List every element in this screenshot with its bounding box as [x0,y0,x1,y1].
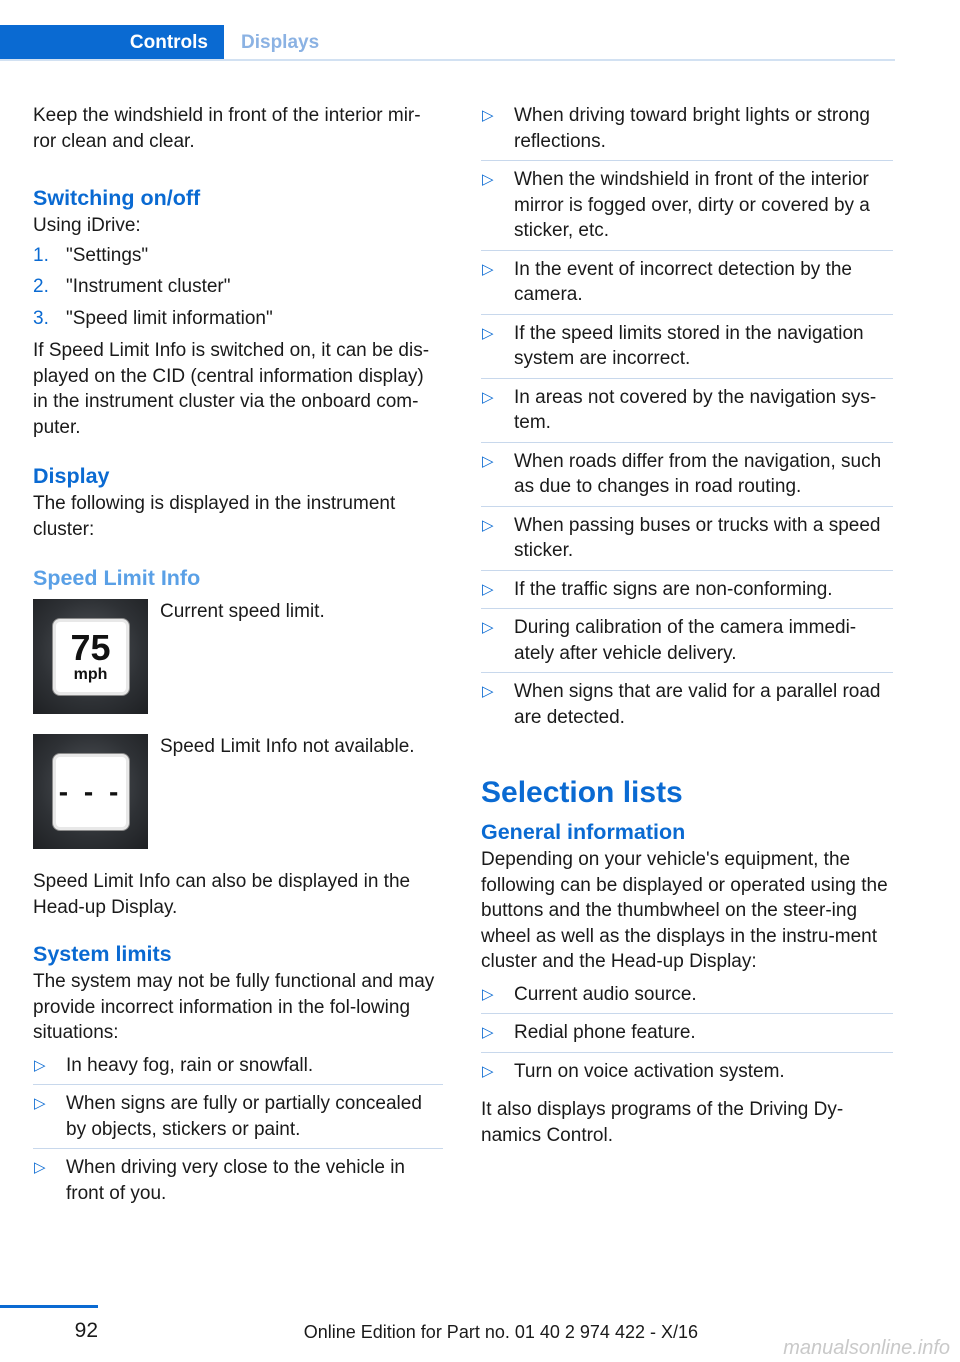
step-number: 2. [33,276,49,297]
triangle-right-icon: ▷ [482,1024,494,1041]
triangle-right-icon: ▷ [482,388,494,406]
general-information-heading: General information [481,820,686,844]
list-item-text: In areas not covered by the navigation sys-tem. [514,386,877,433]
speed-limit-sign-image [33,599,148,714]
list-item-text: When signs that are valid for a parallel road are detected. [514,681,881,728]
list-item-text: If the traffic signs are non-conforming. [514,578,833,600]
list-item [33,274,443,300]
triangle-right-icon: ▷ [482,260,494,278]
list-item-text: If the speed limits stored in the navigation system are incorrect. [514,322,864,369]
triangle-right-icon: ▷ [482,452,494,470]
list-item [481,1059,893,1091]
list-item-text: When signs are fully or partially concealed by objects, stickers or paint. [66,1093,422,1140]
list-item-text: When driving toward bright lights or strong reflections. [514,105,870,152]
selection-lists-heading: Selection lists [481,776,683,809]
list-item [33,306,443,332]
figure-not-available [33,734,443,849]
list-item [481,103,893,161]
triangle-right-icon: ▷ [482,324,494,342]
unavailable-sign-icon [56,757,126,827]
limits-list [33,1053,443,1213]
triangle-right-icon: ▷ [34,1159,46,1176]
list-item [481,385,893,443]
triangle-right-icon: ▷ [34,1095,46,1112]
figure-current-limit [33,599,443,714]
list-item [33,1053,443,1086]
step-text: "Instrument cluster" [66,276,231,297]
list-item [481,679,893,736]
hud-note: Speed Limit Info can also be displayed in the Head-up Display. [33,871,411,918]
list-item-text: During calibration of the camera immedi-ately after vehicle delivery. [514,617,857,664]
speed-limit-unavailable-image [33,734,148,849]
footer-rule [0,1305,98,1308]
limits-list-continued [481,103,893,736]
speed-sign-icon [56,622,126,692]
tab-displays[interactable]: Displays [241,32,320,54]
list-item-text: When passing buses or trucks with a speed sticker. [514,514,881,561]
triangle-right-icon: ▷ [482,1062,494,1080]
header-tabs [0,0,895,61]
system-limits-text: The system may not be fully functional and may provide incorrect information in the fol-lowing situations: [33,971,435,1043]
features-list [481,982,893,1091]
sign-value: 75 [70,626,111,668]
watermark: manualsonline.info [783,1337,950,1359]
step-number: 3. [33,307,49,329]
triangle-right-icon: ▷ [482,516,494,534]
list-item [33,1155,443,1212]
triangle-right-icon: ▷ [482,985,494,1003]
figure-caption: Speed Limit Info not available. [160,736,415,757]
right-column [481,103,893,1155]
speed-limit-info-heading: Speed Limit Info [33,566,201,590]
switching-note: If Speed Limit Info is switched on, it can be dis-played on the CID (central information display) in the instrument cluster via the onboard com-puter. [33,340,430,438]
sign-unit: mph [73,665,108,683]
list-item [33,243,443,269]
list-item [481,1020,893,1053]
edition-text: Online Edition for Part no. 01 40 2 974 422 - X/16 [303,1322,698,1342]
list-item [481,321,893,379]
triangle-right-icon: ▷ [482,107,494,124]
list-item [481,577,893,610]
list-item [481,449,893,507]
display-text: The following is displayed in the instrument cluster: [33,493,396,540]
list-item [481,257,893,315]
list-item-text: Turn on voice activation system. [514,1060,785,1082]
left-column [33,103,443,1219]
intro-paragraph: Keep the windshield in front of the interior mir-ror clean and clear. [33,105,421,152]
step-text: "Settings" [66,244,149,266]
list-item-text: When driving very close to the vehicle in front of you. [66,1157,405,1204]
page-number: 92 [74,1319,98,1342]
triangle-right-icon: ▷ [482,619,494,636]
step-number: 1. [33,244,49,266]
step-text: "Speed limit information" [66,307,273,329]
list-item [481,167,893,251]
list-item-text: When roads differ from the navigation, such as due to changes in road routing. [514,450,882,497]
triangle-right-icon: ▷ [482,580,494,598]
list-item-text: In heavy fog, rain or snowfall. [66,1054,314,1076]
triangle-right-icon: ▷ [482,171,494,188]
list-item [481,982,893,1015]
using-idrive-text: Using iDrive: [33,215,141,236]
list-item-text: When the windshield in front of the interior mirror is fogged over, dirty or covered by a sticker, etc. [514,169,870,241]
triangle-right-icon: ▷ [482,683,494,700]
general-information-text: Depending on your vehicle's equipment, the following can be displayed or operated using the buttons and the thumbwheel on the steer-ing wheel as well as the displays in the instru-ment cluster and the Head-up Display: [481,849,888,972]
steps-list [33,243,443,332]
sign-dashes: - - - [58,775,123,807]
closing-paragraph: It also displays programs of the Driving Dy-namics Control. [481,1099,844,1146]
list-item-text: In the event of incorrect detection by the camera. [514,258,852,305]
list-item [481,513,893,571]
list-item [33,1091,443,1149]
switching-heading: Switching on/off [33,186,201,210]
list-item-text: Current audio source. [514,983,697,1005]
tab-controls[interactable]: Controls [0,25,224,61]
display-heading: Display [33,464,110,488]
list-item-text: Redial phone feature. [514,1022,696,1043]
system-limits-heading: System limits [33,942,172,966]
figure-caption: Current speed limit. [160,601,325,622]
header-divider [0,59,895,61]
list-item [481,615,893,673]
triangle-right-icon: ▷ [34,1056,46,1074]
